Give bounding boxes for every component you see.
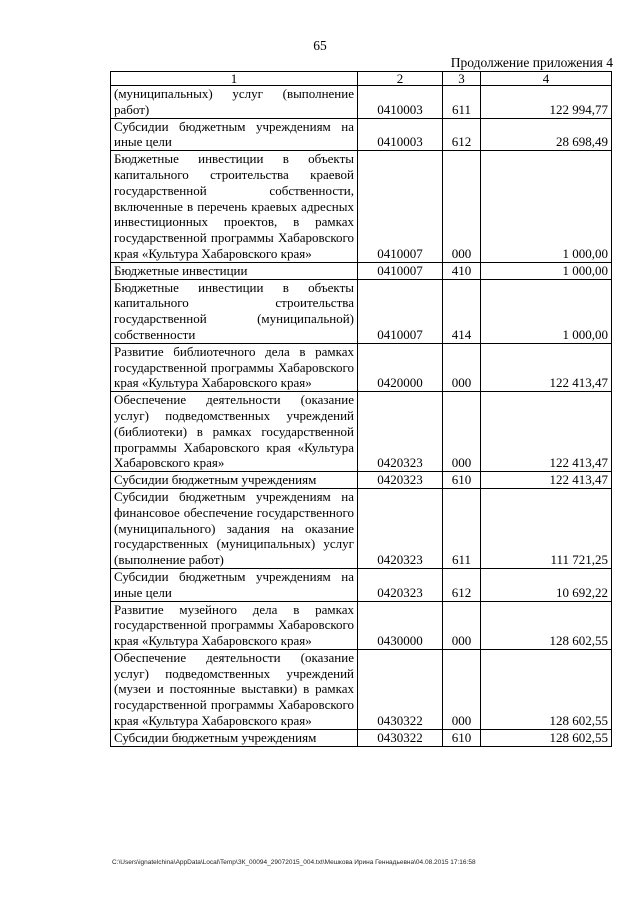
row-csr-code: 0420323 bbox=[358, 392, 443, 472]
row-name: Развитие музейного дела в рамках государственной программы Хабаровского края «Культура Хабаровского края» bbox=[111, 601, 358, 649]
row-sum: 10 692,22 bbox=[481, 568, 612, 601]
budget-table bbox=[110, 71, 612, 747]
row-csr-code: 0420323 bbox=[358, 488, 443, 568]
row-sum: 1 000,00 bbox=[481, 151, 612, 263]
row-csr-code: 0420323 bbox=[358, 568, 443, 601]
row-vr-code: 611 bbox=[443, 86, 481, 119]
column-header-sum: 4 bbox=[481, 72, 612, 86]
row-vr-code: 414 bbox=[443, 279, 481, 343]
document-file-path-footer: C:\Users\ignatelchina\AppData\Local\Temp\ЗК_00094_29072015_004.txt\Мешкова Ирина Геннадьевна\04.08.2015 17:16:58 bbox=[112, 859, 476, 866]
row-sum: 128 602,55 bbox=[481, 649, 612, 729]
table-row bbox=[111, 729, 612, 746]
column-header-name: 1 bbox=[111, 72, 358, 86]
row-vr-code: 610 bbox=[443, 472, 481, 489]
row-name: Субсидии бюджетным учреждениям на финансовое обеспечение государственного (муниципального) задания на оказание государственных (муниципальных) услуг (выполнение работ) bbox=[111, 488, 358, 568]
row-sum: 128 602,55 bbox=[481, 729, 612, 746]
row-vr-code: 000 bbox=[443, 343, 481, 391]
table-row bbox=[111, 86, 612, 119]
row-csr-code: 0410007 bbox=[358, 151, 443, 263]
row-name: Бюджетные инвестиции в объекты капитального строительства краевой государственной собственности, включенные в перечень краевых адресных инвестиционных проектов, в рамках государственной программы Хабаровского края «Культура Хабаровского края» bbox=[111, 151, 358, 263]
row-vr-code: 000 bbox=[443, 392, 481, 472]
row-sum: 1 000,00 bbox=[481, 279, 612, 343]
row-vr-code: 000 bbox=[443, 649, 481, 729]
table-row bbox=[111, 649, 612, 729]
table-row bbox=[111, 262, 612, 279]
row-vr-code: 611 bbox=[443, 488, 481, 568]
table-row bbox=[111, 151, 612, 263]
row-name: (муниципальных) услуг (выполнение работ) bbox=[111, 86, 358, 119]
row-vr-code: 610 bbox=[443, 729, 481, 746]
row-name: Субсидии бюджетным учреждениям на иные цели bbox=[111, 118, 358, 151]
row-vr-code: 612 bbox=[443, 118, 481, 151]
row-vr-code: 612 bbox=[443, 568, 481, 601]
appendix-continuation-label: Продолжение приложения 4 bbox=[450, 55, 613, 70]
table-row bbox=[111, 488, 612, 568]
row-vr-code: 000 bbox=[443, 601, 481, 649]
row-csr-code: 0410003 bbox=[358, 118, 443, 151]
table-row bbox=[111, 279, 612, 343]
row-csr-code: 0430000 bbox=[358, 601, 443, 649]
row-sum: 28 698,49 bbox=[481, 118, 612, 151]
row-name: Субсидии бюджетным учреждениям bbox=[111, 472, 358, 489]
table-row bbox=[111, 601, 612, 649]
column-header-vr: 3 bbox=[443, 72, 481, 86]
row-name: Развитие библиотечного дела в рамках государственной программы Хабаровского края «Культура Хабаровского края» bbox=[111, 343, 358, 391]
row-sum: 1 000,00 bbox=[481, 262, 612, 279]
page-number: 65 bbox=[313, 38, 327, 53]
row-name: Бюджетные инвестиции в объекты капитального строительства государственной (муниципальной) собственности bbox=[111, 279, 358, 343]
table-row bbox=[111, 568, 612, 601]
row-csr-code: 0430322 bbox=[358, 729, 443, 746]
row-sum: 122 994,77 bbox=[481, 86, 612, 119]
row-csr-code: 0410007 bbox=[358, 279, 443, 343]
table-row bbox=[111, 343, 612, 391]
row-name: Обеспечение деятельности (оказание услуг) подведомственных учреждений (музеи и постоянные выставки) в рамках государственной программы Хабаровского края «Культура Хабаровского края» bbox=[111, 649, 358, 729]
row-csr-code: 0410007 bbox=[358, 262, 443, 279]
table-row bbox=[111, 472, 612, 489]
row-sum: 111 721,25 bbox=[481, 488, 612, 568]
column-header-csr: 2 bbox=[358, 72, 443, 86]
table-header-row bbox=[111, 72, 612, 86]
row-sum: 128 602,55 bbox=[481, 601, 612, 649]
table-row bbox=[111, 392, 612, 472]
row-csr-code: 0420000 bbox=[358, 343, 443, 391]
row-sum: 122 413,47 bbox=[481, 343, 612, 391]
row-name: Субсидии бюджетным учреждениям на иные цели bbox=[111, 568, 358, 601]
row-csr-code: 0430322 bbox=[358, 649, 443, 729]
row-vr-code: 410 bbox=[443, 262, 481, 279]
row-sum: 122 413,47 bbox=[481, 472, 612, 489]
row-vr-code: 000 bbox=[443, 151, 481, 263]
row-name: Субсидии бюджетным учреждениям bbox=[111, 729, 358, 746]
table-row bbox=[111, 118, 612, 151]
row-name: Бюджетные инвестиции bbox=[111, 262, 358, 279]
row-csr-code: 0410003 bbox=[358, 86, 443, 119]
row-csr-code: 0420323 bbox=[358, 472, 443, 489]
row-name: Обеспечение деятельности (оказание услуг) подведомственных учреждений (библиотеки) в рамках государственной программы Хабаровского края «Культура Хабаровского края» bbox=[111, 392, 358, 472]
row-sum: 122 413,47 bbox=[481, 392, 612, 472]
